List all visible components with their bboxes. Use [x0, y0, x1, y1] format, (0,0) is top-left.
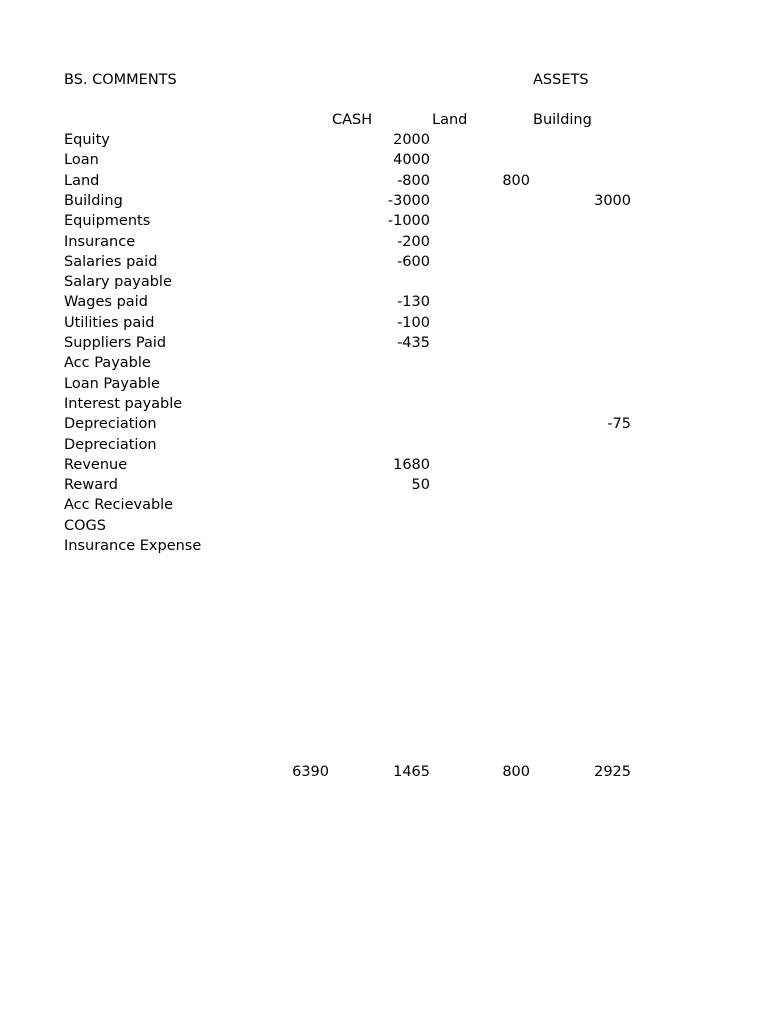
cash-cell[interactable]: -200 — [397, 234, 430, 250]
row-label[interactable]: Loan Payable — [64, 376, 160, 392]
building-cell[interactable] — [531, 150, 631, 170]
building-cell[interactable] — [531, 171, 631, 191]
column-header-cash[interactable]: CASH — [332, 112, 373, 128]
cash-cell[interactable] — [330, 394, 430, 414]
cash-total-cell[interactable]: 1465 — [393, 764, 430, 780]
row-label[interactable]: Depreciation — [64, 416, 157, 432]
sheet-title[interactable]: BS. COMMENTS — [64, 72, 177, 88]
row-label[interactable]: Insurance Expense — [64, 538, 202, 554]
land-cell[interactable] — [430, 252, 530, 272]
land-cell[interactable] — [430, 435, 530, 455]
row-label[interactable]: Acc Recievable — [64, 497, 174, 513]
cash-cell[interactable]: 1680 — [393, 457, 430, 473]
building-cell[interactable] — [531, 435, 631, 455]
row-label[interactable]: Loan — [64, 152, 99, 168]
building-total-cell[interactable]: 2925 — [594, 764, 631, 780]
cash-cell[interactable] — [330, 272, 430, 292]
land-cell[interactable] — [430, 516, 530, 536]
land-cell[interactable] — [430, 232, 530, 252]
cash-cell[interactable]: -1000 — [387, 213, 430, 229]
column-header-building[interactable]: Building — [533, 112, 592, 128]
row-label[interactable]: Suppliers Paid — [64, 335, 167, 351]
land-cell[interactable] — [430, 374, 530, 394]
row-label[interactable]: Equipments — [64, 213, 151, 229]
land-cell[interactable] — [430, 455, 530, 475]
grand-total-cell[interactable]: 6390 — [292, 764, 329, 780]
row-label[interactable]: Wages paid — [64, 294, 148, 310]
building-cell[interactable] — [531, 232, 631, 252]
cash-cell[interactable]: -435 — [397, 335, 430, 351]
building-cell[interactable] — [531, 374, 631, 394]
building-cell[interactable]: 3000 — [594, 193, 631, 209]
row-label[interactable]: Utilities paid — [64, 315, 155, 331]
building-cell[interactable] — [531, 495, 631, 515]
building-cell[interactable] — [531, 272, 631, 292]
cash-cell[interactable]: 50 — [411, 477, 430, 493]
row-label[interactable]: Interest payable — [64, 396, 183, 412]
cash-cell[interactable] — [330, 536, 430, 556]
cash-cell[interactable]: -100 — [397, 315, 430, 331]
land-cell[interactable] — [430, 475, 530, 495]
land-cell[interactable] — [430, 272, 530, 292]
row-label[interactable]: Reward — [64, 477, 118, 493]
assets-group-header[interactable]: ASSETS — [533, 72, 589, 88]
row-label[interactable]: Land — [64, 173, 100, 189]
land-cell[interactable] — [430, 414, 530, 434]
land-cell[interactable] — [430, 394, 530, 414]
land-cell[interactable] — [430, 313, 530, 333]
row-label[interactable]: Acc Payable — [64, 355, 151, 371]
land-cell[interactable] — [430, 536, 530, 556]
land-cell[interactable] — [430, 292, 530, 312]
building-cell[interactable] — [531, 516, 631, 536]
cash-cell[interactable]: -3000 — [387, 193, 430, 209]
building-cell[interactable] — [531, 333, 631, 353]
building-cell[interactable] — [531, 394, 631, 414]
building-cell[interactable] — [531, 211, 631, 231]
cash-cell[interactable] — [330, 353, 430, 373]
cash-cell[interactable]: -130 — [397, 294, 430, 310]
land-cell[interactable] — [430, 353, 530, 373]
building-cell[interactable]: -75 — [607, 416, 631, 432]
cash-cell[interactable] — [330, 516, 430, 536]
building-cell[interactable] — [531, 536, 631, 556]
building-cell[interactable] — [531, 353, 631, 373]
building-cell[interactable] — [531, 292, 631, 312]
land-total-cell[interactable]: 800 — [502, 764, 530, 780]
building-cell[interactable] — [531, 313, 631, 333]
row-label[interactable]: Salary payable — [64, 274, 172, 290]
row-label[interactable]: COGS — [64, 518, 106, 534]
cash-cell[interactable]: 4000 — [393, 152, 430, 168]
building-cell[interactable] — [531, 475, 631, 495]
land-cell[interactable] — [430, 495, 530, 515]
land-cell[interactable]: 800 — [502, 173, 530, 189]
cash-cell[interactable] — [330, 374, 430, 394]
row-label[interactable]: Salaries paid — [64, 254, 158, 270]
row-label[interactable]: Insurance — [64, 234, 136, 250]
land-cell[interactable] — [430, 191, 530, 211]
cash-cell[interactable] — [330, 435, 430, 455]
cash-cell[interactable]: 2000 — [393, 132, 430, 148]
land-cell[interactable] — [430, 150, 530, 170]
cash-cell[interactable]: -800 — [397, 173, 430, 189]
land-cell[interactable] — [430, 130, 530, 150]
cash-cell[interactable] — [330, 495, 430, 515]
row-label[interactable]: Equity — [64, 132, 110, 148]
building-cell[interactable] — [531, 252, 631, 272]
building-cell[interactable] — [531, 455, 631, 475]
row-label[interactable]: Revenue — [64, 457, 128, 473]
land-cell[interactable] — [430, 333, 530, 353]
cash-cell[interactable]: -600 — [397, 254, 430, 270]
row-label[interactable]: Depreciation — [64, 437, 157, 453]
column-header-land[interactable]: Land — [432, 112, 468, 128]
cash-cell[interactable] — [330, 414, 430, 434]
land-cell[interactable] — [430, 211, 530, 231]
row-label[interactable]: Building — [64, 193, 123, 209]
building-cell[interactable] — [531, 130, 631, 150]
